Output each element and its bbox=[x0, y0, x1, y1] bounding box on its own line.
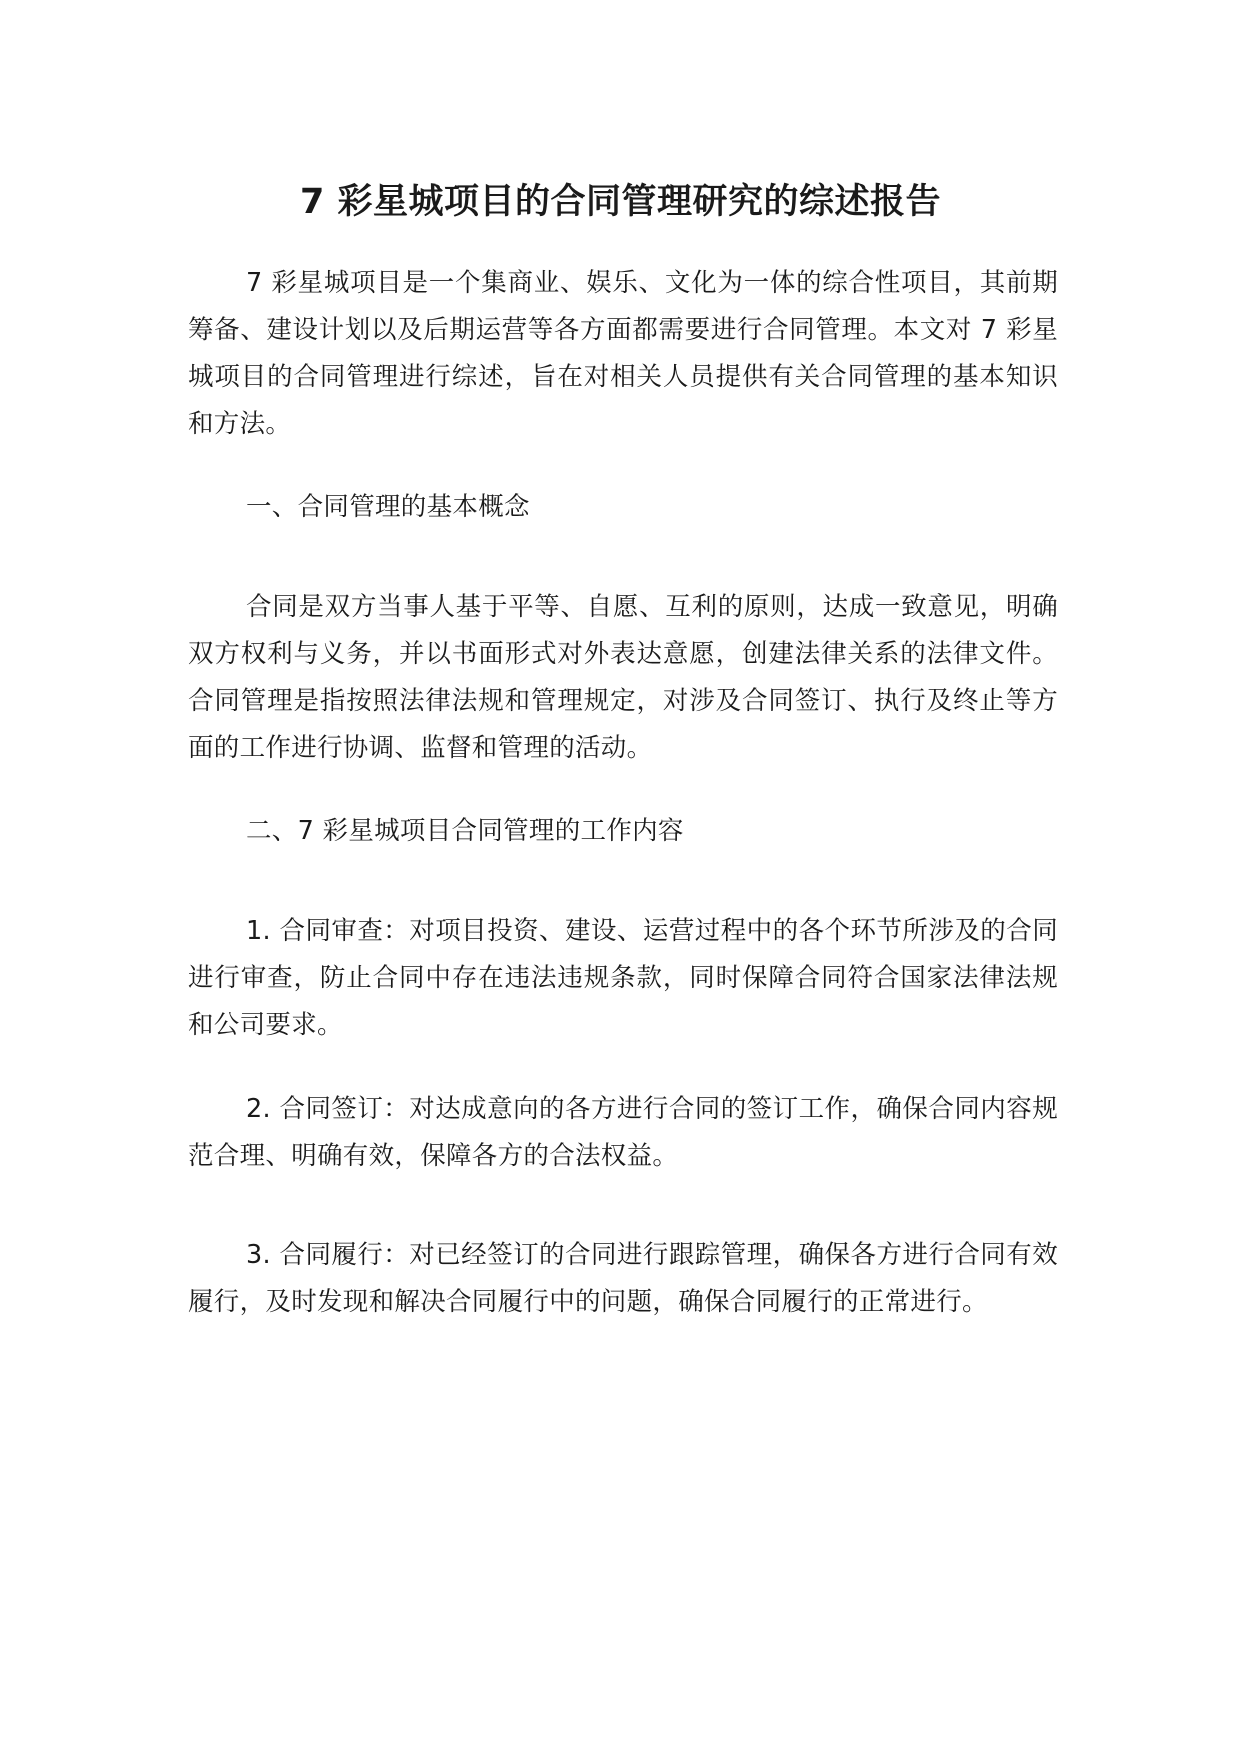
document-title: 7 彩星城项目的合同管理研究的综述报告 bbox=[299, 182, 942, 222]
section-1-paragraph: 合同是双方当事人基于平等、自愿、互利的原则，达成一致意见，明确双方权利与义务，并以书面形式对外表达意愿，创建法律关系的法律文件。合同管理是指按照法律法规和管理规定，对涉及合同签订、执行及终止等方面的工作进行协调、监督和管理的活动。 bbox=[188, 592, 1058, 763]
intro-paragraph: 7 彩星城项目是一个集商业、娱乐、文化为一体的综合性项目，其前期筹备、建设计划以及后期运营等各方面都需要进行合同管理。本文对 7 彩星城项目的合同管理进行综述，旨在对相关人员提供有关合同管理的基本知识和方法。 bbox=[188, 268, 1058, 439]
list-item-3: 3. 合同履行：对已经签订的合同进行跟踪管理，确保各方进行合同有效履行，及时发现和解决合同履行中的问题，确保合同履行的正常进行。 bbox=[188, 1240, 1058, 1317]
section-2-heading: 二、7 彩星城项目合同管理的工作内容 bbox=[246, 816, 684, 846]
list-item-1: 1. 合同审查：对项目投资、建设、运营过程中的各个环节所涉及的合同进行审查，防止合同中存在违法违规条款，同时保障合同符合国家法律法规和公司要求。 bbox=[188, 916, 1058, 1040]
list-item-2: 2. 合同签订：对达成意向的各方进行合同的签订工作，确保合同内容规范合理、明确有效，保障各方的合法权益。 bbox=[188, 1094, 1058, 1171]
section-1-heading: 一、合同管理的基本概念 bbox=[246, 492, 530, 522]
